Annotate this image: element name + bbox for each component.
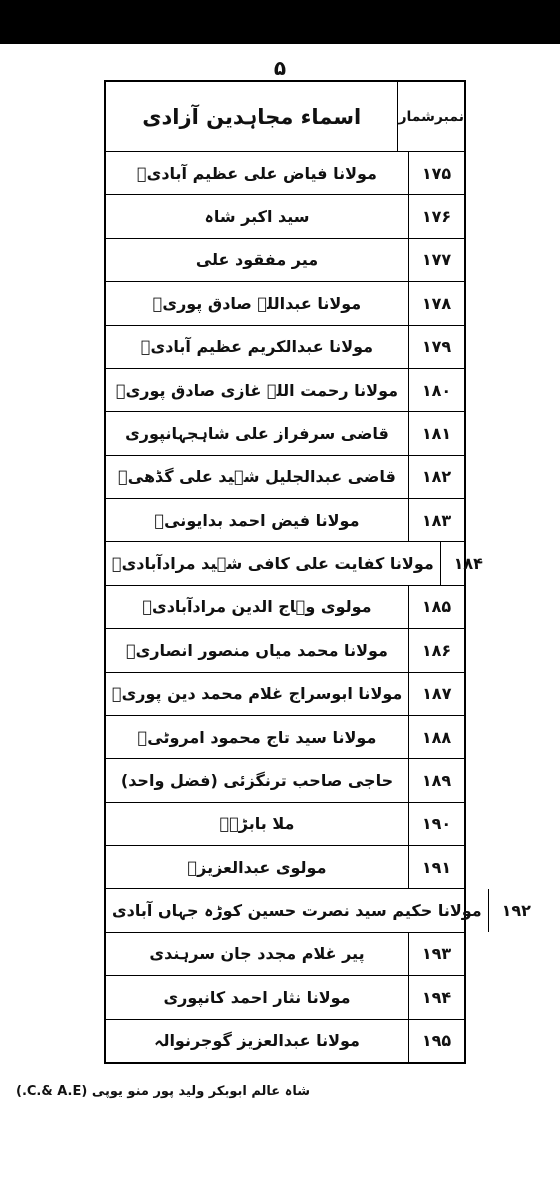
table-row — [106, 499, 464, 542]
table-row — [106, 1020, 464, 1062]
serial-number: ۱۸۴ — [440, 542, 496, 584]
table-row — [106, 846, 464, 889]
top-status-bar — [0, 0, 560, 44]
serial-number: ۱۹۵ — [408, 1020, 464, 1062]
table-row — [106, 369, 464, 412]
serial-number: ۱۹۴ — [408, 976, 464, 1018]
serial-number: ۱۷۵ — [408, 152, 464, 194]
table-header-row — [106, 82, 464, 152]
table-row — [106, 716, 464, 759]
header-names: اسماء مجاہدین آزادی — [142, 104, 362, 129]
serial-number: ۱۸۲ — [408, 456, 464, 498]
serial-number: ۱۷۶ — [408, 195, 464, 237]
serial-number: ۱۷۸ — [408, 282, 464, 324]
serial-number: ۱۸۱ — [408, 412, 464, 454]
bottom-blank — [0, 1164, 560, 1200]
fighter-name: پیر غلام مجدد جان سرہندی — [149, 944, 365, 964]
fighter-name: مولانا فیض احمد بدایونیؒ — [154, 510, 360, 530]
serial-number: ۱۸۶ — [408, 629, 464, 671]
fighter-name: مولانا محمد میاں منصور انصاریؒ — [126, 640, 388, 660]
fighter-name: مولانا عبدالعزیز گوجرنوالہ — [154, 1031, 360, 1051]
table-row — [106, 889, 531, 932]
table-row — [106, 759, 464, 802]
serial-number: ۱۸۳ — [408, 499, 464, 541]
fighter-name: حاجی صاحب ترنگزئی (فضل واحد) — [120, 770, 394, 790]
fighter-name: مولانا نثار احمد کانپوری — [163, 987, 351, 1007]
table-row — [106, 152, 464, 195]
serial-number: ۱۸۸ — [408, 716, 464, 758]
serial-number: ۱۸۵ — [408, 586, 464, 628]
table-row — [106, 412, 464, 455]
fighter-name: مولانا فیاض علی عظیم آبادیؒ — [137, 163, 377, 183]
table-row — [106, 586, 464, 629]
serial-number: ۱۹۰ — [408, 803, 464, 845]
serial-number: ۱۸۰ — [408, 369, 464, 411]
fighter-name: مولوی وہاج الدین مرادآبادیؒ — [142, 597, 372, 617]
table-row — [106, 239, 464, 282]
serial-number: ۱۹۱ — [408, 846, 464, 888]
freedom-fighters-table — [104, 80, 531, 1064]
table-row — [106, 326, 464, 369]
serial-number: ۱۸۹ — [408, 759, 464, 801]
footer-credit: شاہ عالم ابوبکر ولید پور منو یوپی (C.& A.E.) — [16, 1084, 310, 1099]
fighter-name: قاضی عبدالجلیل شہید علی گڈھیؒ — [118, 467, 396, 487]
page-number: ۵ — [273, 56, 287, 80]
fighter-name: مولانا عبدالکریم عظیم آبادیؒ — [140, 337, 374, 357]
fighter-name: قاضی سرفراز علی شاہجہانپوری — [125, 423, 389, 443]
serial-number: ۱۷۹ — [408, 326, 464, 368]
table-row — [106, 629, 464, 672]
fighter-name: ملا بابڑہؒ — [219, 814, 295, 834]
fighter-name: مولوی عبدالعزیزؒ — [187, 857, 327, 877]
table-row — [106, 542, 483, 585]
fighter-name: مولانا رحمت اللہ غازی صادق پوریؒ — [115, 380, 399, 400]
table-row — [106, 673, 464, 716]
fighter-name: سید اکبر شاہ — [204, 207, 310, 227]
serial-number: ۱۸۷ — [408, 673, 464, 715]
table-row — [106, 976, 464, 1019]
fighter-name: مولانا سید تاج محمود امروٹیؒ — [137, 727, 377, 747]
header-serial-number: نمبرشمار — [397, 82, 464, 151]
table-row — [106, 282, 464, 325]
table-row — [106, 803, 464, 846]
table-row — [106, 456, 464, 499]
serial-number: ۱۷۷ — [408, 239, 464, 281]
fighter-name: مولانا عبداللہ صادق پوریؒ — [152, 293, 362, 313]
serial-number: ۱۹۳ — [408, 933, 464, 975]
fighter-name: مولانا حکیم سید نصرت حسین کوڑہ جہاں آبادی — [112, 901, 482, 921]
table-row — [106, 933, 464, 976]
table-row — [106, 195, 464, 238]
serial-number: ۱۹۲ — [488, 889, 544, 931]
fighter-name: مولانا کفایت علی کافی شہید مرادآبادیؒ — [112, 554, 434, 574]
fighter-name: مولانا ابوسراج غلام محمد دین پوریؒ — [112, 684, 403, 704]
fighter-name: میر مفقود علی — [195, 250, 319, 270]
